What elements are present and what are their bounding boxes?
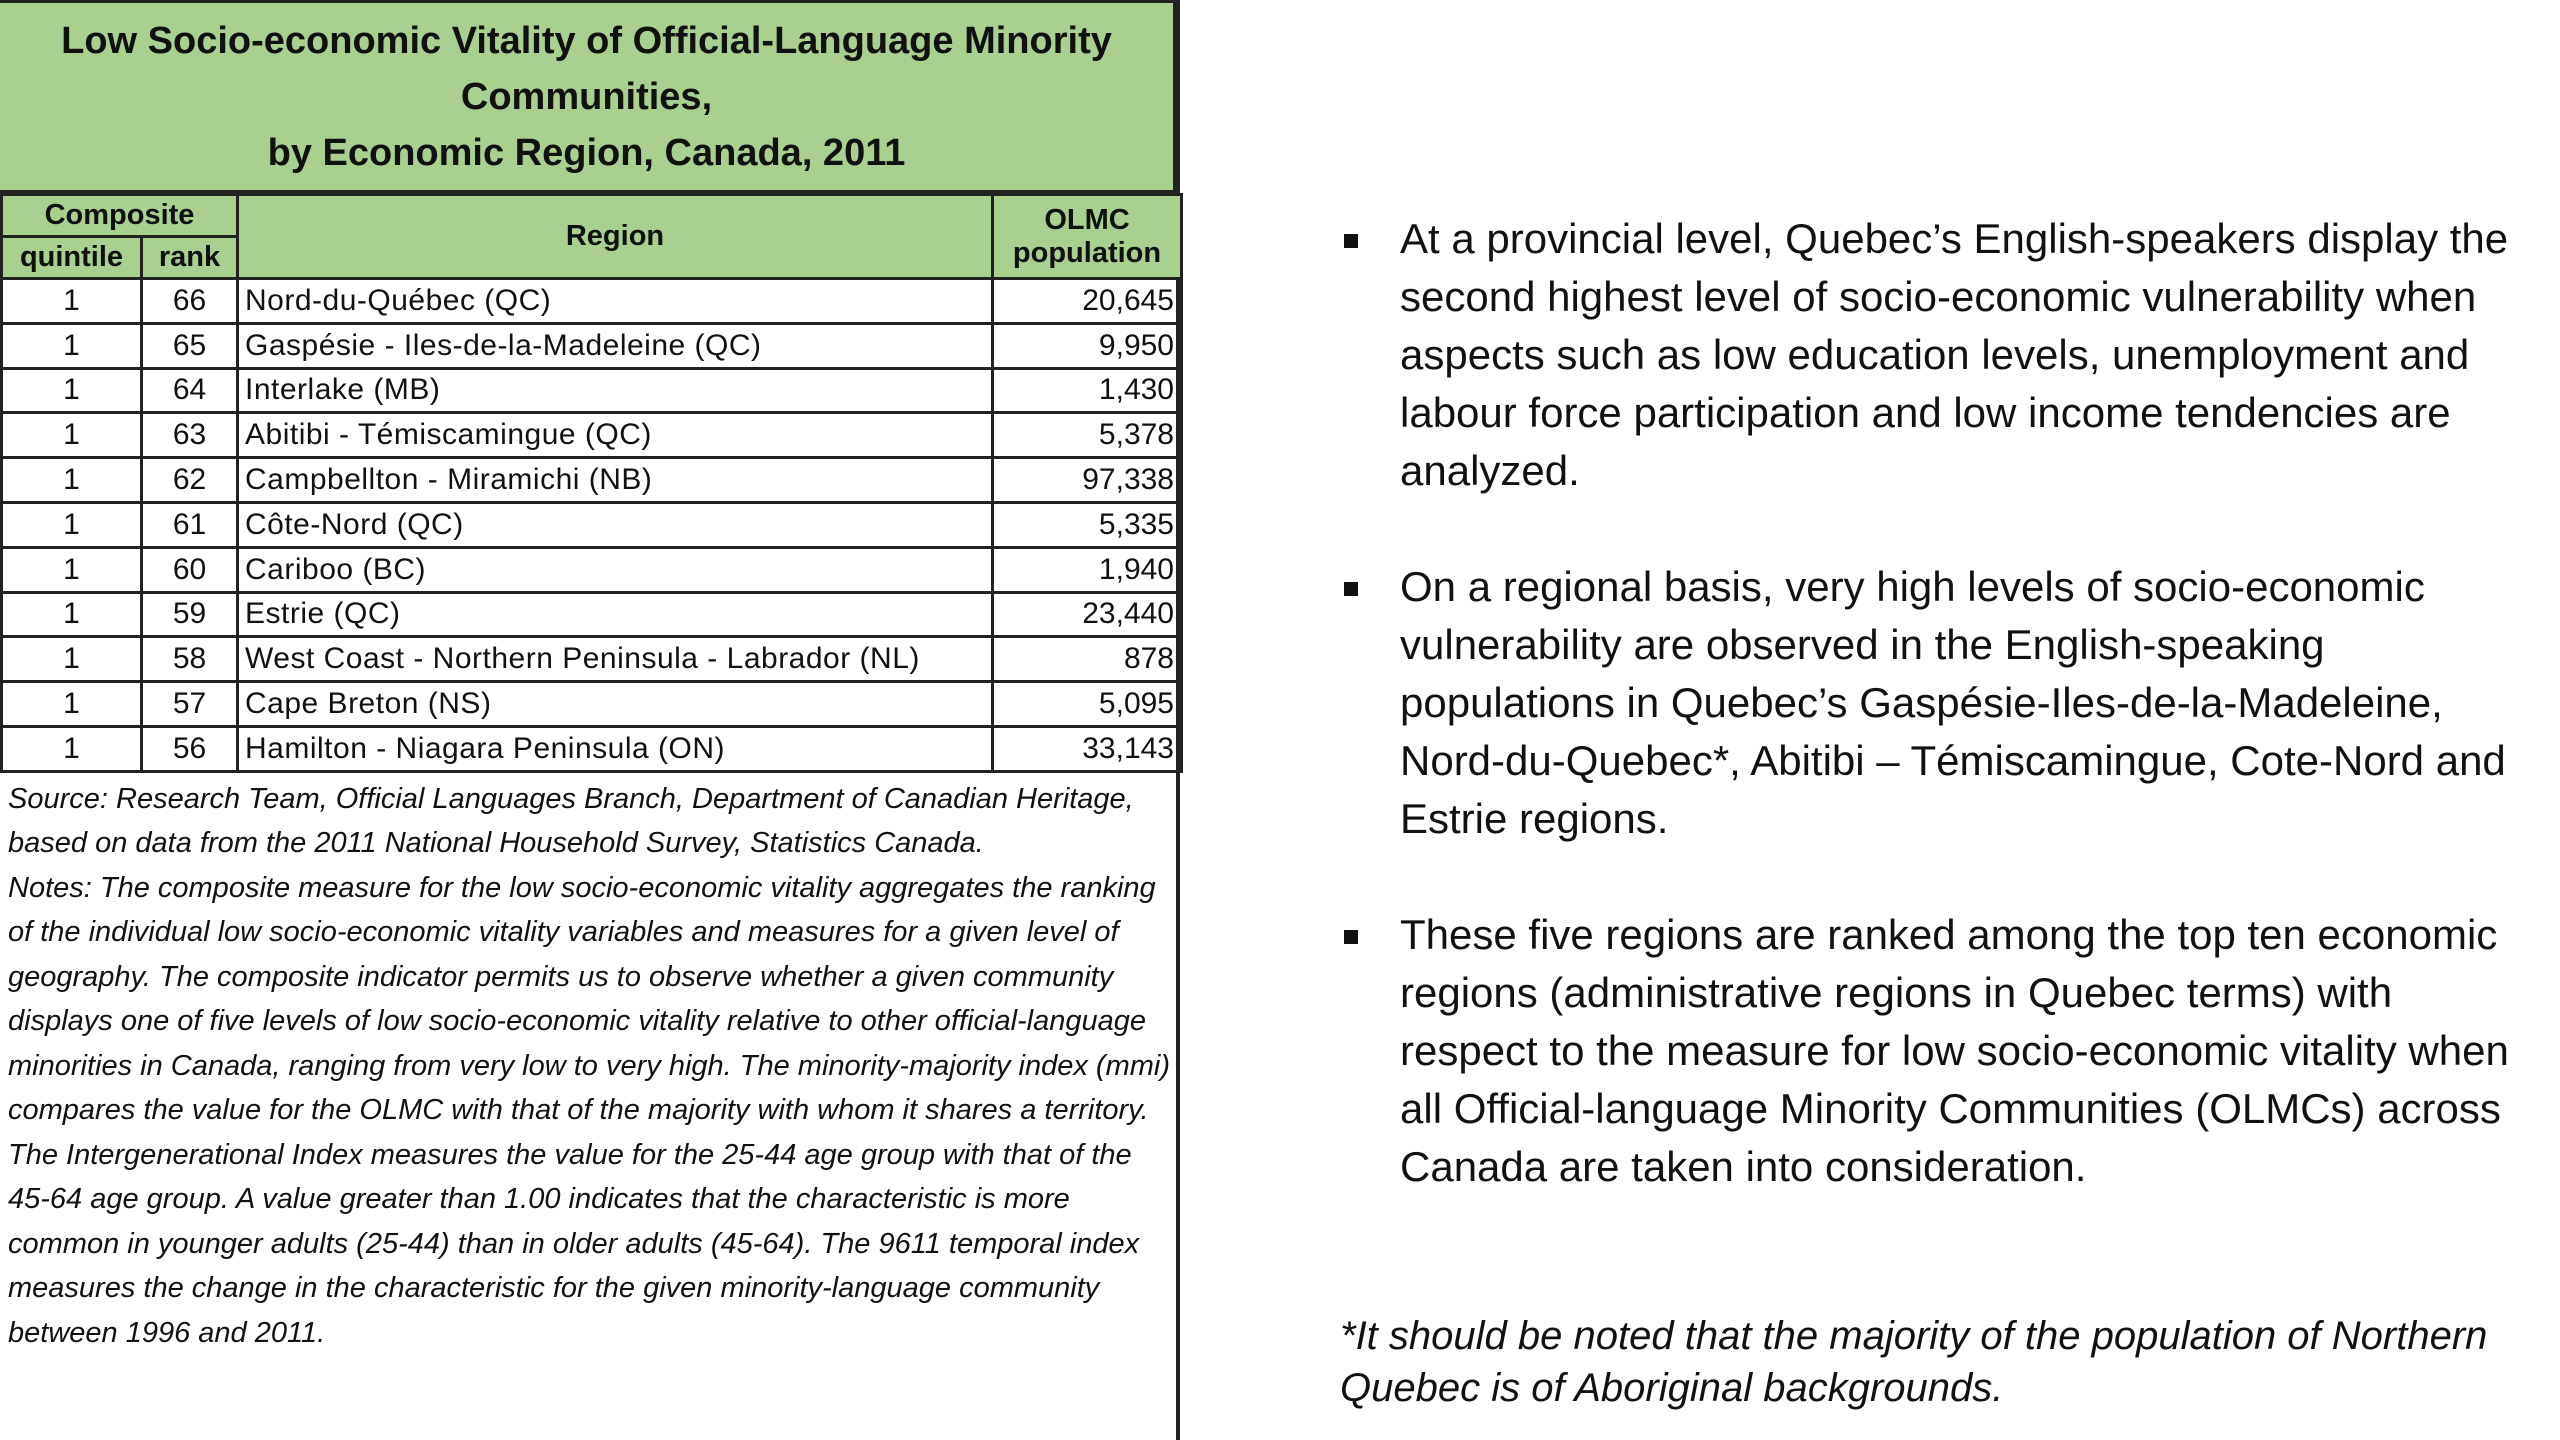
- cell-region: West Coast - Northern Peninsula - Labrador (NL): [238, 637, 993, 682]
- bullet-square-icon: [1344, 234, 1358, 248]
- cell-population: 33,143: [993, 726, 1182, 771]
- cell-population: 878: [993, 637, 1182, 682]
- cell-population: 20,645: [993, 279, 1182, 324]
- source-text: Source: Research Team, Official Languages Branch, Department of Canadian Heritage, based on data from the 2011 National Household Survey, Statistics Canada.: [8, 782, 1134, 860]
- footnote: *It should be noted that the majority of the population of Northern Quebec is of Aboriginal backgrounds.: [1340, 1314, 2488, 1410]
- bullet-text: On a regional basis, very high levels of socio-economic vulnerability are observed in the English-speaking populations in Quebec’s Gaspésie-Iles-de-la-Madeleine, Nord-du-Quebec*, Abitibi – Témiscamingue, Cote-Nord and Estrie regions.: [1400, 563, 2506, 842]
- cell-region: Hamilton - Niagara Peninsula (ON): [238, 726, 993, 771]
- cell-region: Nord-du-Québec (QC): [238, 279, 993, 324]
- cell-region: Estrie (QC): [238, 592, 993, 637]
- cell-quintile: 1: [2, 279, 142, 324]
- bullet-text: At a provincial level, Quebec’s English-speakers display the second highest level of socio-economic vulnerability when aspects such as low education levels, unemployment and labour force participation and low income tendencies are analyzed.: [1400, 215, 2509, 494]
- cell-region: Cape Breton (NS): [238, 682, 993, 727]
- bullet-square-icon: [1344, 930, 1358, 944]
- cell-region: Abitibi - Témiscamingue (QC): [238, 413, 993, 458]
- table-title-line-1: Low Socio-economic Vitality of Official-Language Minority: [61, 19, 1112, 62]
- table-row: [2, 592, 1182, 637]
- header-rank: rank: [142, 237, 238, 279]
- cell-quintile: 1: [2, 413, 142, 458]
- cell-quintile: 1: [2, 368, 142, 413]
- cell-quintile: 1: [2, 547, 142, 592]
- cell-population: 1,940: [993, 547, 1182, 592]
- table-row: [2, 413, 1182, 458]
- cell-population: 5,378: [993, 413, 1182, 458]
- cell-rank: 62: [142, 458, 238, 503]
- table-row: [2, 458, 1182, 503]
- header-olmc-line1: OLMC: [1044, 203, 1130, 236]
- cell-population: 1,430: [993, 368, 1182, 413]
- cell-region: Cariboo (BC): [238, 547, 993, 592]
- cell-population: 5,335: [993, 502, 1182, 547]
- cell-quintile: 1: [2, 592, 142, 637]
- cell-region: Côte-Nord (QC): [238, 502, 993, 547]
- table-row: [2, 502, 1182, 547]
- cell-rank: 56: [142, 726, 238, 771]
- table-row: [2, 323, 1182, 368]
- table-panel: [0, 0, 1180, 1440]
- header-composite: Composite: [2, 195, 238, 237]
- cell-region: Interlake (MB): [238, 368, 993, 413]
- cell-quintile: 1: [2, 682, 142, 727]
- cell-rank: 57: [142, 682, 238, 727]
- header-olmc-line2: population: [1012, 236, 1162, 269]
- bullet-square-icon: [1344, 582, 1358, 596]
- table-notes: [0, 773, 1176, 1356]
- cell-population: 97,338: [993, 458, 1182, 503]
- bullet-list: [1330, 210, 2510, 1254]
- cell-rank: 66: [142, 279, 238, 324]
- cell-rank: 58: [142, 637, 238, 682]
- cell-rank: 61: [142, 502, 238, 547]
- cell-rank: 65: [142, 323, 238, 368]
- cell-rank: 63: [142, 413, 238, 458]
- header-olmc-population: [993, 195, 1182, 279]
- cell-population: 9,950: [993, 323, 1182, 368]
- cell-population: 5,095: [993, 682, 1182, 727]
- cell-population: 23,440: [993, 592, 1182, 637]
- table-title-line-3: by Economic Region, Canada, 2011: [267, 131, 906, 174]
- cell-rank: 59: [142, 592, 238, 637]
- bullet-item: [1330, 906, 2510, 1196]
- bullet-text: These five regions are ranked among the top ten economic regions (administrative regions in Quebec terms) with respect to the measure for low socio-economic vitality when all Official-language Minority Communities (OLMCs) across Canada are taken into consideration.: [1400, 911, 2509, 1190]
- table-row: [2, 726, 1182, 771]
- table-row: [2, 368, 1182, 413]
- table-title: [0, 0, 1176, 193]
- cell-quintile: 1: [2, 637, 142, 682]
- notes-text: Notes: The composite measure for the low socio-economic vitality aggregates the ranking of the individual low socio-economic vitality variables and measures for a given level of geography. The composite indicator permits us to observe whether a given community displays one of five levels of low socio-economic vitality relative to other official-language minorities in Canada, ranging from very low to very high. The minority-majority index (mmi) compares the value for the OLMC with that of the majority with whom it shares a territory. The Intergenerational Index measures the value for the 25-44 age group with that of the 45-64 age group. A value greater than 1.00 indicates that the characteristic is more common in younger adults (25-44) than in older adults (45-64). The 9611 temporal index measures the change in the characteristic for the given minority-language community between 1996 and 2011.: [8, 871, 1170, 1349]
- cell-region: Gaspésie - Iles-de-la-Madeleine (QC): [238, 323, 993, 368]
- table-row: [2, 682, 1182, 727]
- header-region: Region: [238, 195, 993, 279]
- table-title-line-2: Communities,: [460, 75, 713, 118]
- region-table: [0, 193, 1183, 773]
- cell-quintile: 1: [2, 502, 142, 547]
- header-quintile: quintile: [2, 237, 142, 279]
- table-row: [2, 279, 1182, 324]
- cell-quintile: 1: [2, 726, 142, 771]
- cell-quintile: 1: [2, 323, 142, 368]
- cell-quintile: 1: [2, 458, 142, 503]
- cell-rank: 64: [142, 368, 238, 413]
- bullet-item: [1330, 210, 2510, 500]
- table-row: [2, 637, 1182, 682]
- table-row: [2, 547, 1182, 592]
- cell-rank: 60: [142, 547, 238, 592]
- cell-region: Campbellton - Miramichi (NB): [238, 458, 993, 503]
- bullet-item: [1330, 558, 2510, 848]
